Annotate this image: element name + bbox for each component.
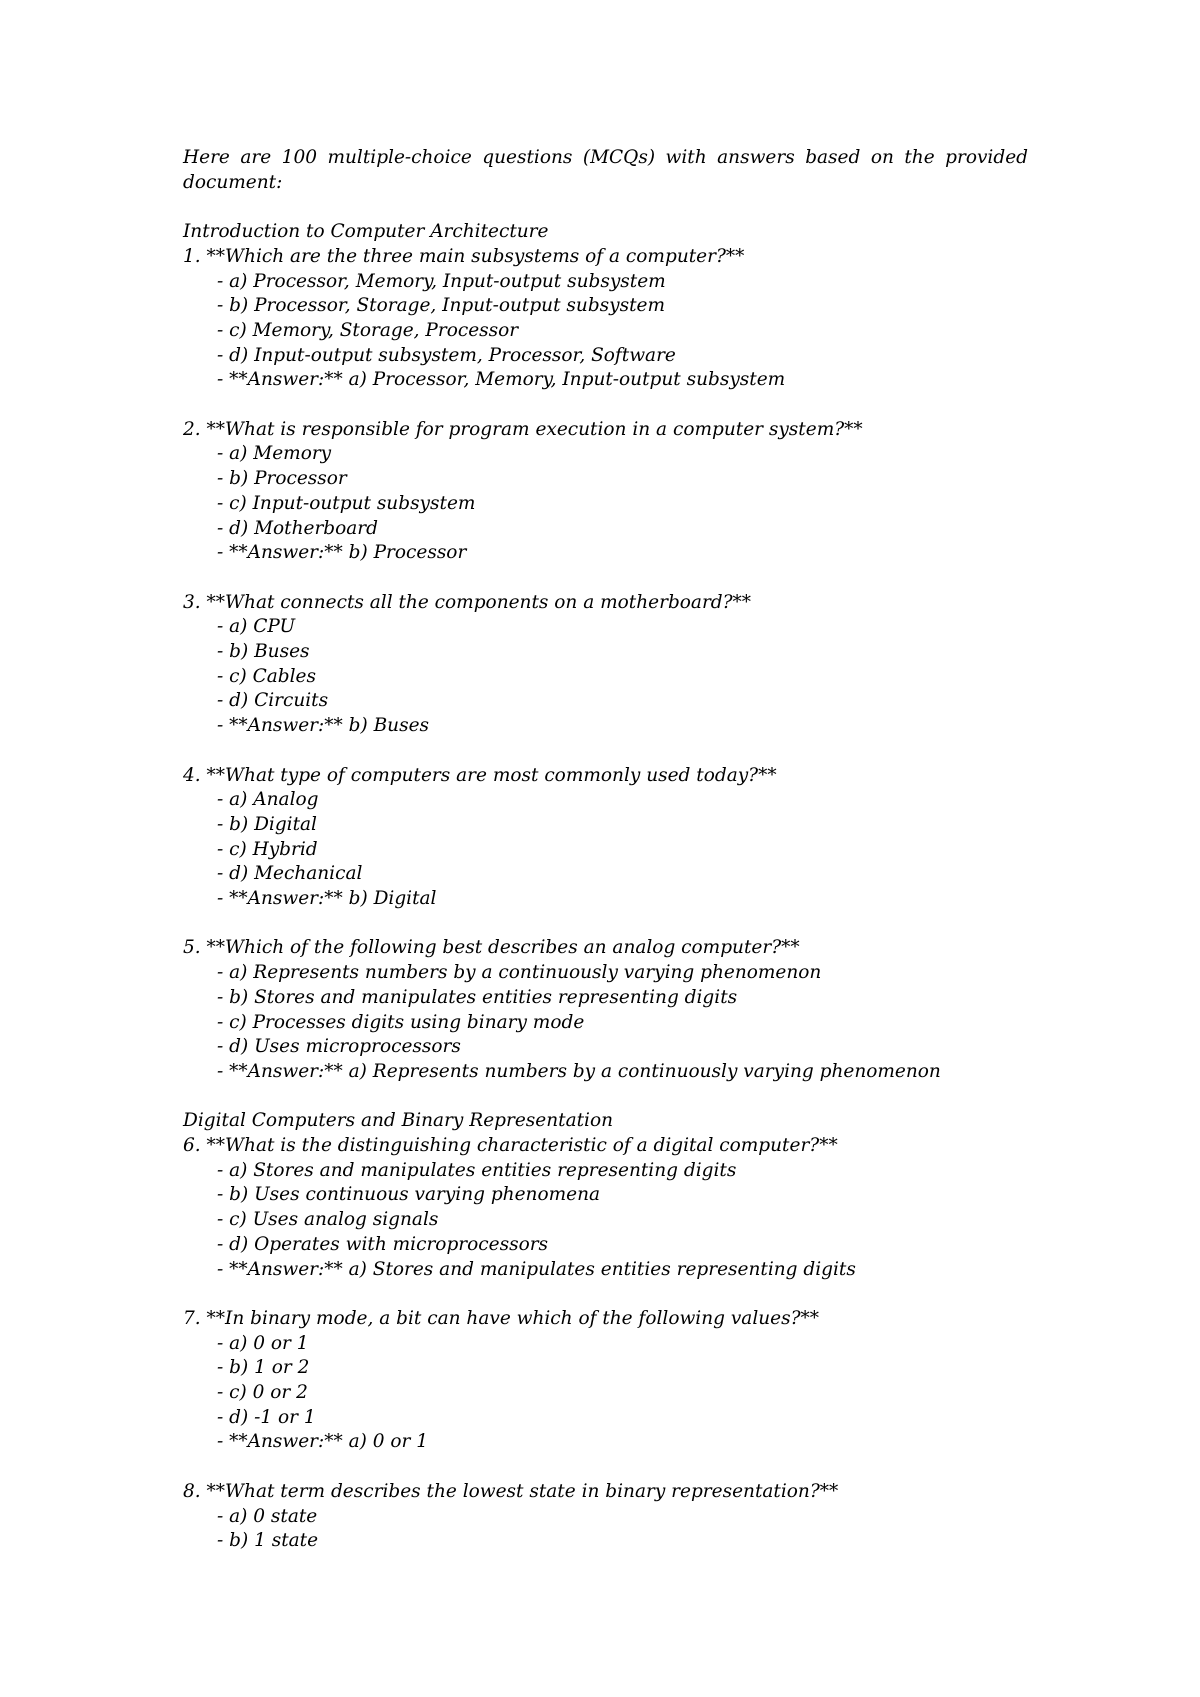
answer-option: - b) Uses continuous varying phenomena [217, 1184, 601, 1206]
answer-option: - b) 1 state [217, 1530, 319, 1552]
answer-option: - d) Operates with microprocessors [217, 1233, 549, 1255]
correct-answer: - **Answer:** a) 0 or 1 [217, 1431, 429, 1453]
answer-option: - b) Stores and manipulates entities representing digits [217, 986, 738, 1008]
answer-option: - b) Processor [217, 468, 347, 490]
answer-option: - b) Buses [217, 641, 310, 663]
correct-answer: - **Answer:** a) Stores and manipulates entities representing digits [217, 1258, 856, 1280]
answer-option: - a) Represents numbers by a continuously varying phenomenon [217, 962, 822, 984]
answer-option: - d) Mechanical [217, 863, 363, 885]
spacer [183, 739, 1028, 764]
question-text: 3. **What connects all the components on a motherboard?** [183, 591, 752, 613]
question-text: 8. **What term describes the lowest state in binary representation?** [183, 1480, 839, 1502]
answer-option: - c) Input-output subsystem [217, 492, 476, 514]
question-text: 5. **Which of the following best describes an analog computer?** [183, 937, 800, 959]
answer-option: - c) Hybrid [217, 838, 318, 860]
spacer [183, 1085, 1028, 1110]
correct-answer: - **Answer:** b) Digital [217, 888, 437, 910]
question-block [183, 764, 1028, 912]
answer-option: - b) Digital [217, 813, 317, 835]
question-text: 2. **What is responsible for program execution in a computer system?** [183, 418, 863, 440]
answer-option: - a) Memory [217, 443, 332, 465]
answer-option: - b) Processor, Storage, Input-output subsystem [217, 295, 666, 317]
answer-option: - a) CPU [217, 616, 296, 638]
spacer [183, 393, 1028, 418]
question-block [183, 1307, 1028, 1455]
correct-answer: - **Answer:** b) Processor [217, 542, 467, 564]
document-body [183, 146, 1028, 1554]
question-block [183, 936, 1028, 1084]
answer-option: - d) Motherboard [217, 517, 378, 539]
correct-answer: - **Answer:** a) Processor, Memory, Input-output subsystem [217, 369, 786, 391]
answer-option: - b) 1 or 2 [217, 1357, 310, 1379]
answer-option: - c) Cables [217, 665, 316, 687]
answer-option: - a) Processor, Memory, Input-output subsystem [217, 270, 666, 292]
spacer [183, 1282, 1028, 1307]
answer-option: - c) Uses analog signals [217, 1209, 439, 1231]
correct-answer: - **Answer:** a) Represents numbers by a continuously varying phenomenon [217, 1060, 941, 1082]
question-text: 7. **In binary mode, a bit can have which of the following values?** [183, 1307, 820, 1329]
answer-option: - d) -1 or 1 [217, 1406, 316, 1428]
question-text: 1. **Which are the three main subsystems of a computer?** [183, 245, 745, 267]
question-block [183, 1134, 1028, 1282]
sections-container [183, 220, 1028, 1554]
spacer [183, 1455, 1028, 1480]
question-text: 6. **What is the distinguishing characteristic of a digital computer?** [183, 1135, 838, 1157]
spacer [183, 912, 1028, 937]
answer-option: - c) Processes digits using binary mode [217, 1011, 585, 1033]
answer-option: - a) Stores and manipulates entities representing digits [217, 1159, 737, 1181]
intro-paragraph: Here are 100 multiple-choice questions (MCQs) with answers based on the provided document: [183, 147, 1028, 193]
question-text: 4. **What type of computers are most commonly used today?** [183, 764, 777, 786]
answer-option: - c) 0 or 2 [217, 1382, 308, 1404]
question-block [183, 591, 1028, 739]
answer-option: - d) Circuits [217, 690, 329, 712]
question-block [183, 245, 1028, 393]
question-block [183, 418, 1028, 566]
spacer [183, 195, 1028, 220]
spacer [183, 566, 1028, 591]
answer-option: - c) Memory, Storage, Processor [217, 319, 519, 341]
section-heading: Introduction to Computer Architecture [183, 221, 549, 243]
answer-option: - d) Input-output subsystem, Processor, Software [217, 344, 676, 366]
answer-option: - a) 0 state [217, 1505, 318, 1527]
answer-option: - d) Uses microprocessors [217, 1036, 461, 1058]
section-heading: Digital Computers and Binary Representation [183, 1110, 613, 1132]
answer-option: - a) Analog [217, 789, 319, 811]
question-block [183, 1480, 1028, 1554]
answer-option: - a) 0 or 1 [217, 1332, 309, 1354]
correct-answer: - **Answer:** b) Buses [217, 715, 430, 737]
